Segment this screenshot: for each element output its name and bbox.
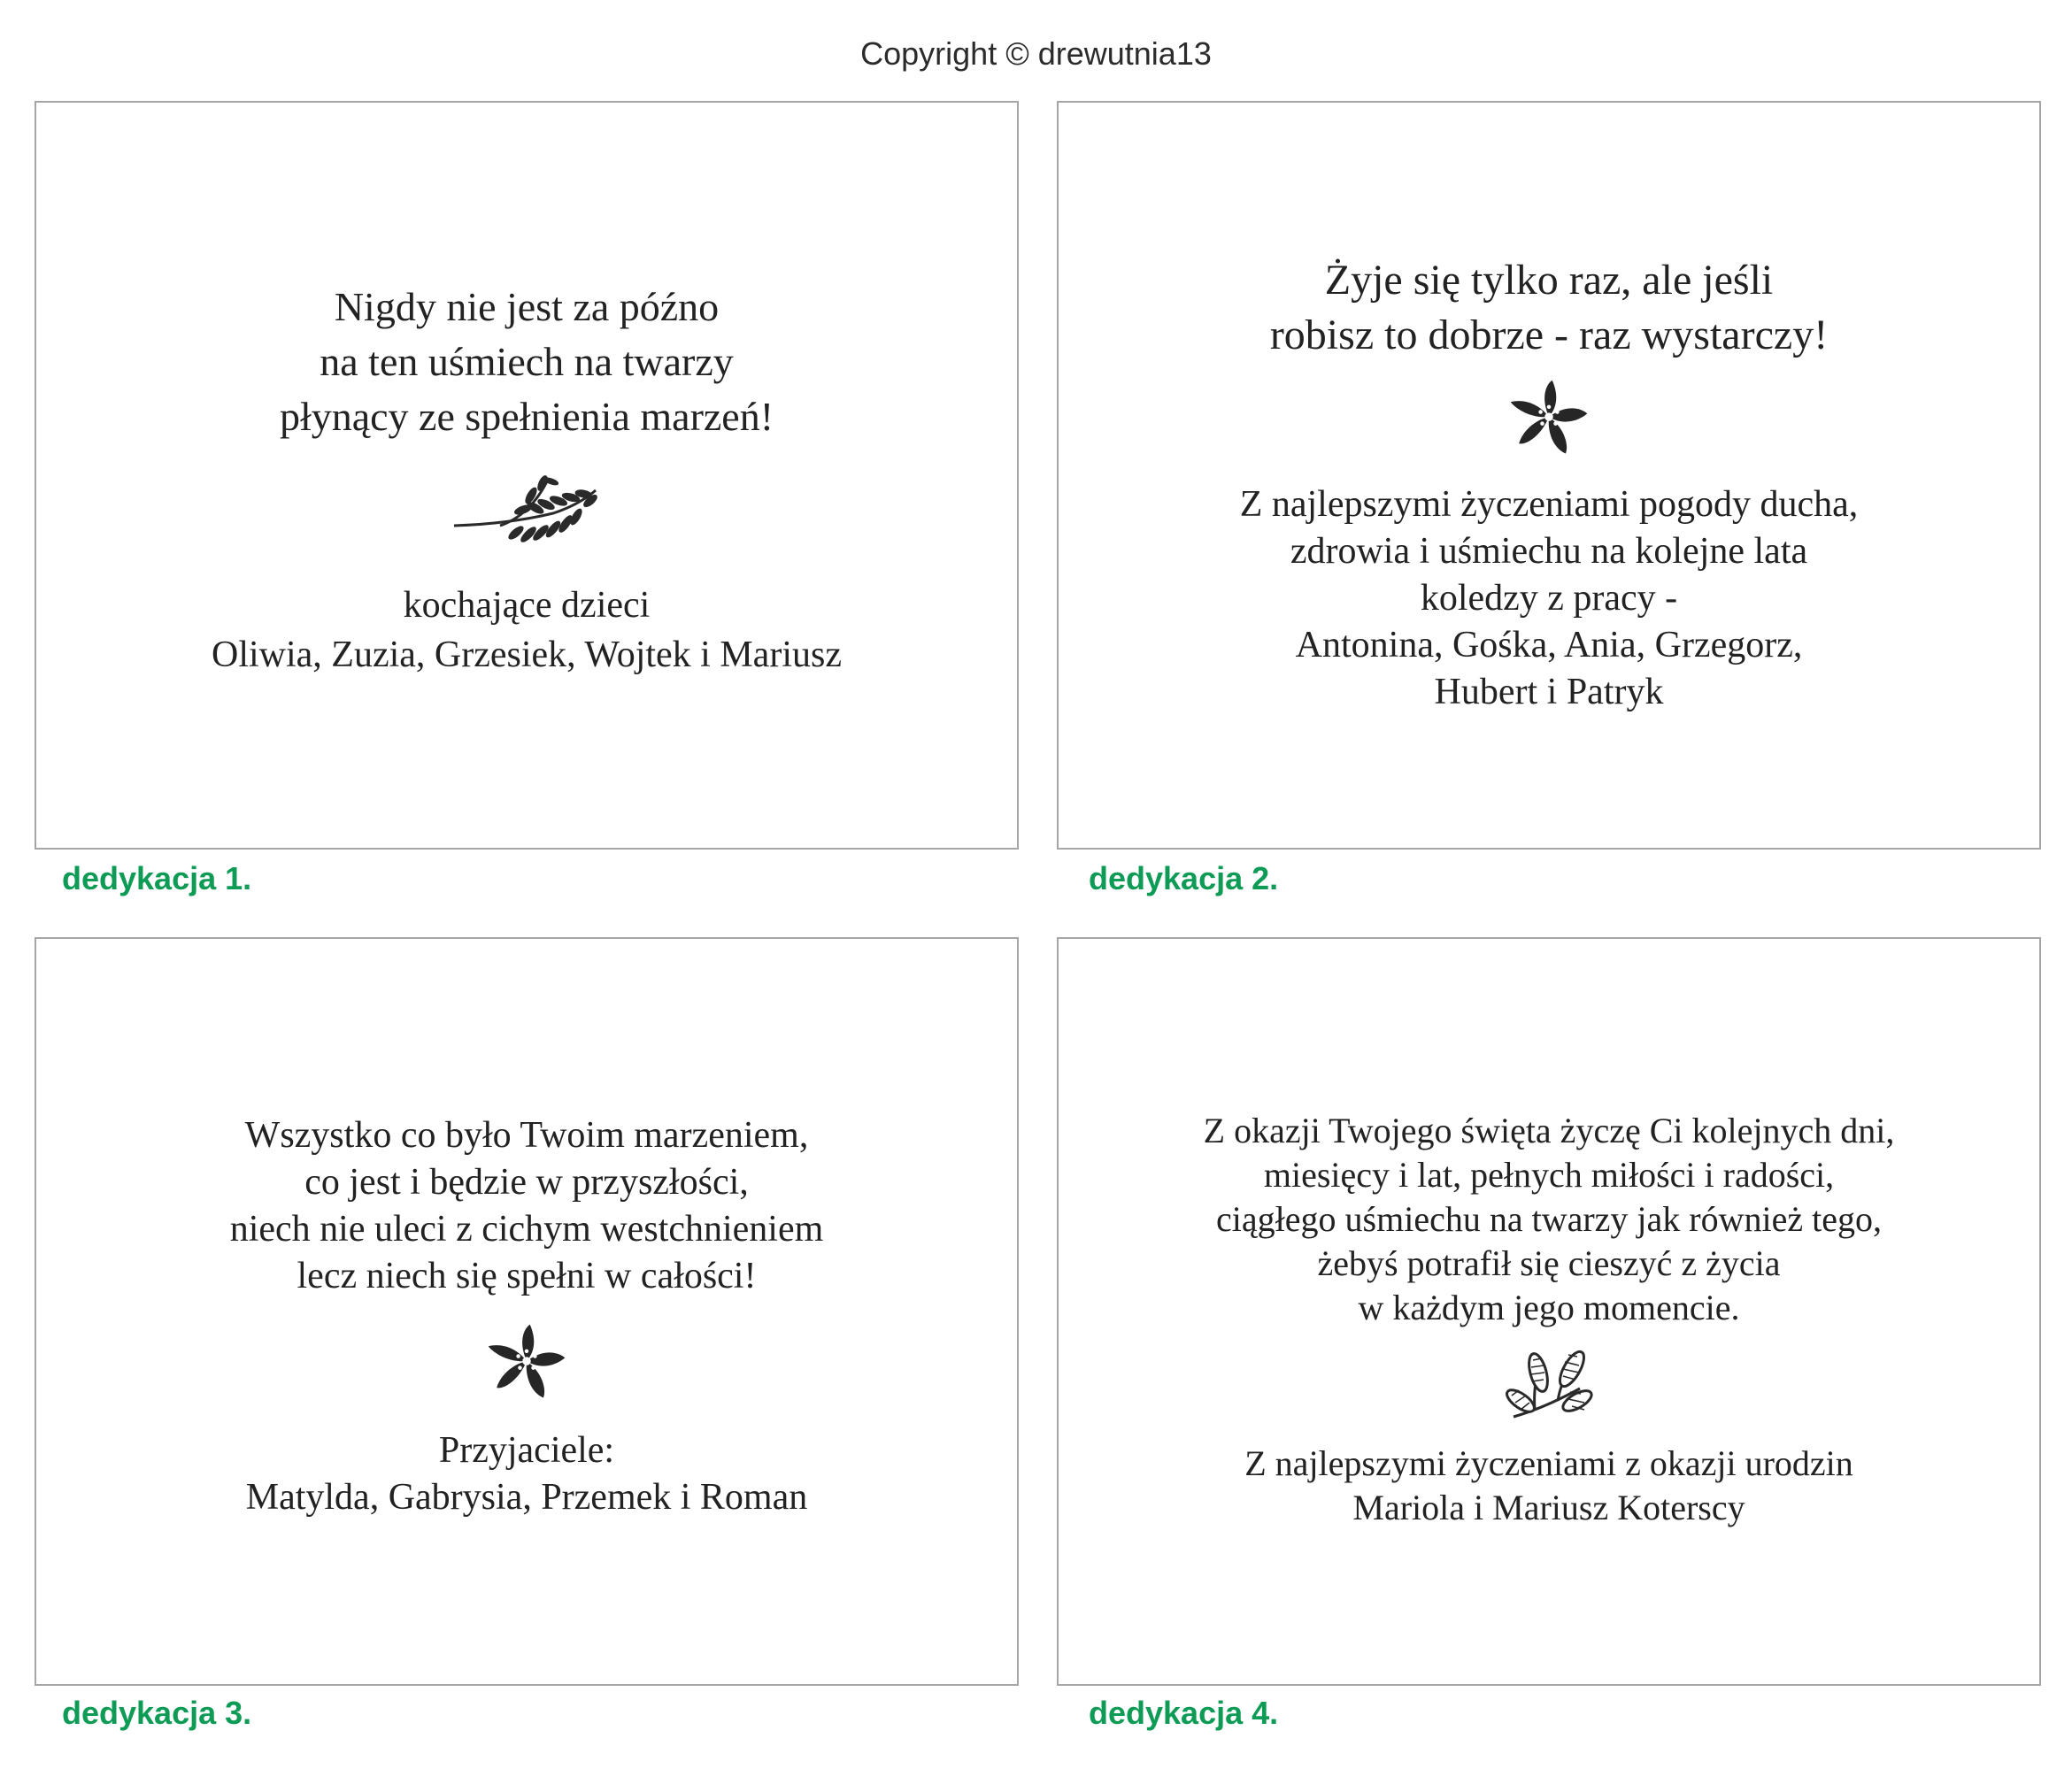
dedication-card-2: [1057, 101, 2041, 850]
card-3-signature: [36, 1427, 1017, 1521]
headline-line: lecz niech się spełni w całości!: [297, 1256, 757, 1296]
headline-line: Nigdy nie jest za późno: [334, 284, 720, 329]
headline-line: żebyś potrafił się cieszyć z życia: [1317, 1243, 1781, 1283]
headline-line: co jest i będzie w przyszłości,: [304, 1162, 749, 1203]
headline-line: miesięcy i lat, pełnych miłości i radości,: [1263, 1155, 1835, 1195]
caption-dedication-3: dedykacja 3.: [62, 1695, 252, 1731]
signature-line: Mariola i Mariusz Koterscy: [1352, 1488, 1745, 1527]
dedication-card-3: [35, 937, 1019, 1686]
card-4-headline: [1059, 1109, 2039, 1330]
card-1-content: [36, 280, 1017, 680]
headline-line: na ten uśmiech na twarzy: [320, 339, 734, 384]
copyright-text: Copyright © drewutnia13: [860, 35, 1212, 72]
signature-line: Oliwia, Zuzia, Grzesiek, Wojtek i Mariusz: [212, 635, 842, 675]
card-1-signature: [36, 581, 1017, 680]
signature-line: kochające dzieci: [403, 585, 651, 626]
card-2-body: [1059, 481, 2039, 716]
leaf-sprig-icon: [1496, 1346, 1602, 1426]
dedication-card-1: [35, 101, 1019, 850]
body-line: Z najlepszymi życzeniami pogody ducha,: [1239, 484, 1859, 525]
card-2-content: [1059, 253, 2039, 716]
card-4-signature: [1059, 1442, 2039, 1530]
body-line: zdrowia i uśmiechu na kolejne lata: [1290, 531, 1808, 572]
body-line: koledzy z pracy -: [1420, 578, 1678, 619]
signature-line: Przyjaciele:: [438, 1430, 615, 1471]
headline-line: niech nie uleci z cichym westchnieniem: [229, 1209, 824, 1250]
headline-line: płynący ze spełnienia marzeń!: [279, 394, 774, 439]
caption-dedication-4: dedykacja 4.: [1089, 1695, 1279, 1731]
headline-line: Żyje się tylko raz, ale jeśli: [1324, 257, 1774, 304]
caption-dedication-1: dedykacja 1.: [62, 860, 252, 896]
headline-line: Z okazji Twojego święta życzę Ci kolejnych dni,: [1203, 1111, 1895, 1150]
flower-icon: [482, 1321, 571, 1404]
signature-line: Z najlepszymi życzeniami z okazji urodzin: [1244, 1443, 1853, 1483]
card-2-headline: [1059, 253, 2039, 363]
caption-dedication-2: dedykacja 2.: [1089, 860, 1279, 896]
card-3-headline: [36, 1112, 1017, 1300]
body-line: Antonina, Gośka, Ania, Grzegorz,: [1295, 625, 1803, 665]
card-4-content: [1059, 1109, 2039, 1530]
fern-sprig-icon: [447, 471, 606, 559]
signature-line: Matylda, Gabrysia, Przemek i Roman: [245, 1477, 808, 1518]
headline-line: Wszystko co było Twoim marzeniem,: [244, 1115, 809, 1156]
headline-line: w każdym jego momencie.: [1358, 1288, 1740, 1327]
body-line: Hubert i Patryk: [1434, 672, 1664, 712]
headline-line: robisz to dobrze - raz wystarczy!: [1269, 311, 1829, 358]
headline-line: ciągłego uśmiechu na twarzy jak również tego,: [1216, 1199, 1882, 1239]
card-1-headline: [36, 280, 1017, 444]
card-3-content: [36, 1112, 1017, 1521]
flower-icon: [1505, 377, 1593, 460]
dedication-card-4: [1057, 937, 2041, 1686]
